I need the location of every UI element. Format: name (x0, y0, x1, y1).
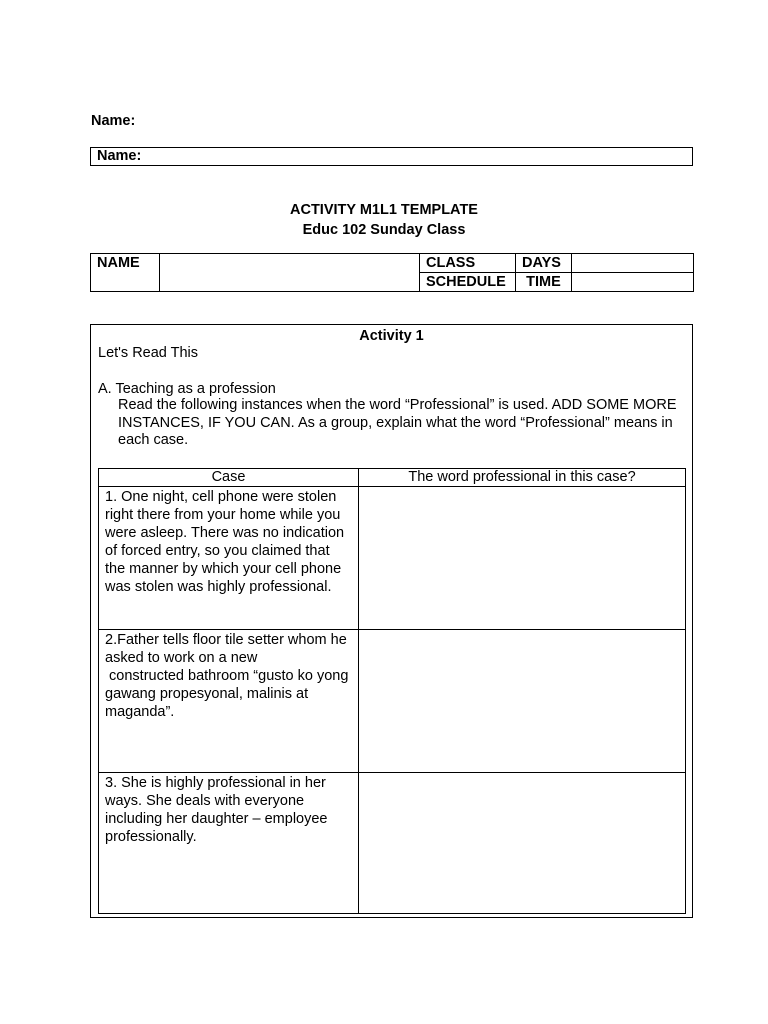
activity-box (90, 324, 693, 918)
case-cell: 2.Father tells floor tile setter whom he asked to work on a new constructed bathroom “gusto ko yong gawang propesyonal, malinis at maganda”. (99, 630, 359, 773)
answer-cell[interactable] (359, 487, 686, 630)
case-column-header: Case (99, 469, 359, 487)
table-row (99, 487, 686, 630)
document-title: ACTIVITY M1L1 TEMPLATE (290, 202, 478, 218)
professional-column-header: The word professional in this case? (359, 469, 686, 487)
case-cell: 1. One night, cell phone were stolen right there from your home while you were asleep. There was no indication of forced entry, so you claimed that the manner by which your cell phone was stolen was highly professional. (99, 487, 359, 630)
time-value-cell[interactable] (572, 273, 694, 292)
days-label-cell: DAYS (516, 254, 572, 273)
activity-instructions: Read the following instances when the word “Professional” is used. ADD SOME MORE INSTANCES, IF YOU CAN. As a group, explain what the word “Professional” means in each case. (118, 397, 677, 448)
days-value-cell[interactable] (572, 254, 694, 273)
activity-title: Activity 1 (359, 328, 424, 344)
name-value-cell[interactable] (160, 254, 420, 292)
student-info-table (90, 253, 694, 292)
table-row (99, 773, 686, 914)
activity-intro: Let's Read This (98, 345, 199, 361)
section-heading: A. Teaching as a profession (98, 381, 276, 397)
name-field-label: Name: (97, 148, 142, 164)
time-label-cell: TIME (516, 273, 572, 292)
answer-cell[interactable] (359, 630, 686, 773)
name-header-cell: NAME (91, 254, 160, 292)
name-label: Name: (91, 113, 136, 129)
table-row (99, 630, 686, 773)
answer-cell[interactable] (359, 773, 686, 914)
class-label-cell: CLASS (420, 254, 516, 273)
case-table (98, 468, 686, 914)
case-cell: 3. She is highly professional in her ways. She deals with everyone including her daughter – employee professionally. (99, 773, 359, 914)
schedule-label-cell: SCHEDULE (420, 273, 516, 292)
name-field-box[interactable] (90, 147, 693, 166)
document-subtitle: Educ 102 Sunday Class (302, 222, 466, 238)
